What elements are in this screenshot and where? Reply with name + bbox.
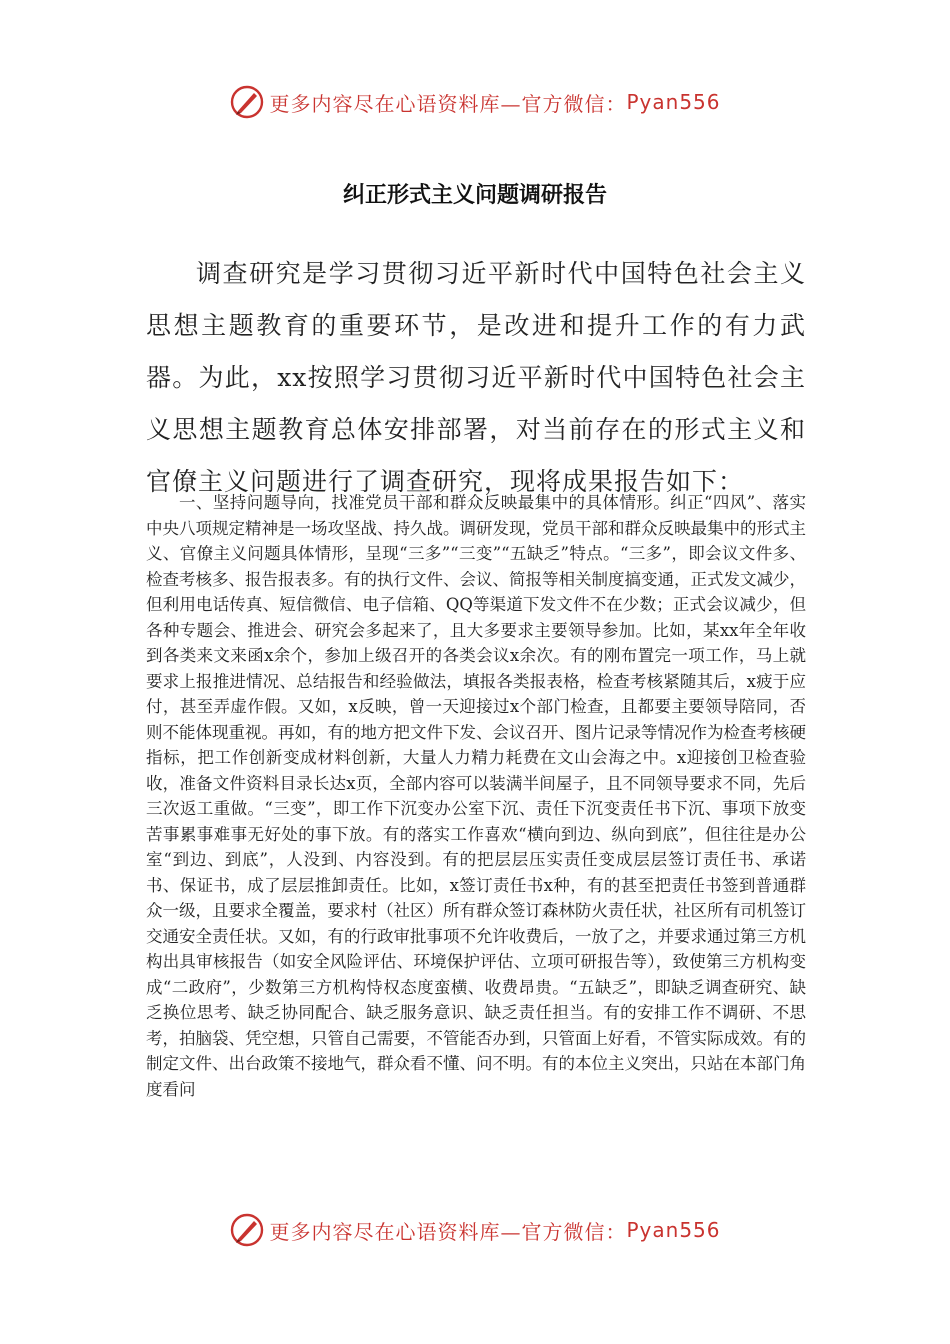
section-1-paragraph: 一、坚持问题导向，找准党员干部和群众反映最集中的具体情形。纠正“四风”、落实中央八项规定精神是一场攻坚战、持久战。调研发现，党员干部和群众反映最集中的形式主义、官僚主义问题具体情形，呈现“三多”“三变”“五缺乏”特点。“三多”，即会议文件多、检查考核多、报告报表多。有的执行文件、会议、简报等相关制度搞变通，正式发文减少，但利用电话传真、短信微信、电子信箱、QQ等渠道下发文件不在少数；正式会议减少，但各种专题会、推进会、研究会多起来了，且大多要求主要领导参加。比如，某xx年全年收到各类来文来函x余个，参加上级召开的各类会议x余次。有的刚布置完一项工作，马上就要求上报推进情况、总结报告和经验做法，填报各类报表格，检查考核紧随其后，x疲于应付，甚至弄虚作假。又如，x反映，曾一天迎接过x个部门检查，且都要主要领导陪同，否则不能体现重视。再如，有的地方把文件下发、会议召开、图片记录等情况作为检查考核硬指标，把工作创新变成材料创新，大量人力精力耗费在文山会海之中。x迎接创卫检查验收，准备文件资料目录长达x页，全部内容可以装满半间屋子，且不同领导要求不同，先后三次返工重做。“三变”，即工作下沉变办公室下沉、责任下沉变责任书下沉、事项下放变苦事累事难事无好处的事下放。有的落实工作喜欢“横向到边、纵向到底”，但往往是办公室“到边、到底”，人没到、内容没到。有的把层层压实责任变成层层签订责任书、承诺书、保证书，成了层层推卸责任。比如，x签订责任书x种，有的甚至把责任书签到普通群众一级，且要求全覆盖，要求村（社区）所有群众签订森林防火责任状，社区所有司机签订交通安全责任状。又如，有的行政审批事项不允许收费后，一放了之，并要求通过第三方机构出具审核报告（如安全风险评估、环境保护评估、立项可研报告等），致使第三方机构变成“二政府”，少数第三方机构恃权态度蛮横、收费昂贵。“五缺乏”，即缺乏调查研究、缺乏换位思考、缺乏协同配合、缺乏服务意识、缺乏责任担当。有的安排工作不调研、不思考，拍脑袋、凭空想，只管自己需要，不管能否办到，只管面上好看，不管实际成效。有的制定文件、出台政策不接地气，群众看不懂、问不明。有的本位主义突出，只站在本部门角度看问 (146, 493, 806, 1099)
pen-logo-icon (229, 84, 265, 120)
watermark-wechat-id: Pyan556 (626, 90, 721, 114)
pen-logo-icon (229, 1212, 265, 1248)
intro-paragraph: 调查研究是学习贯彻习近平新时代中国特色社会主义思想主题教育的重要环节，是改进和提升工作的有力武器。为此，xx按照学习贯彻习近平新时代中国特色社会主义思想主题教育总体安排部署，对当前存在的形式主义和官僚主义问题进行了调查研究，现将成果报告如下： (146, 259, 806, 496)
document-title: 纠正形式主义问题调研报告 (342, 183, 607, 208)
watermark-text: 更多内容尽在心语资料库—官方微信： (269, 1219, 627, 1244)
watermark-wechat-id: Pyan556 (626, 1218, 721, 1242)
watermark-text: 更多内容尽在心语资料库—官方微信： (269, 91, 627, 116)
watermark-banner-top (0, 82, 950, 122)
watermark-banner-bottom (0, 1210, 950, 1250)
